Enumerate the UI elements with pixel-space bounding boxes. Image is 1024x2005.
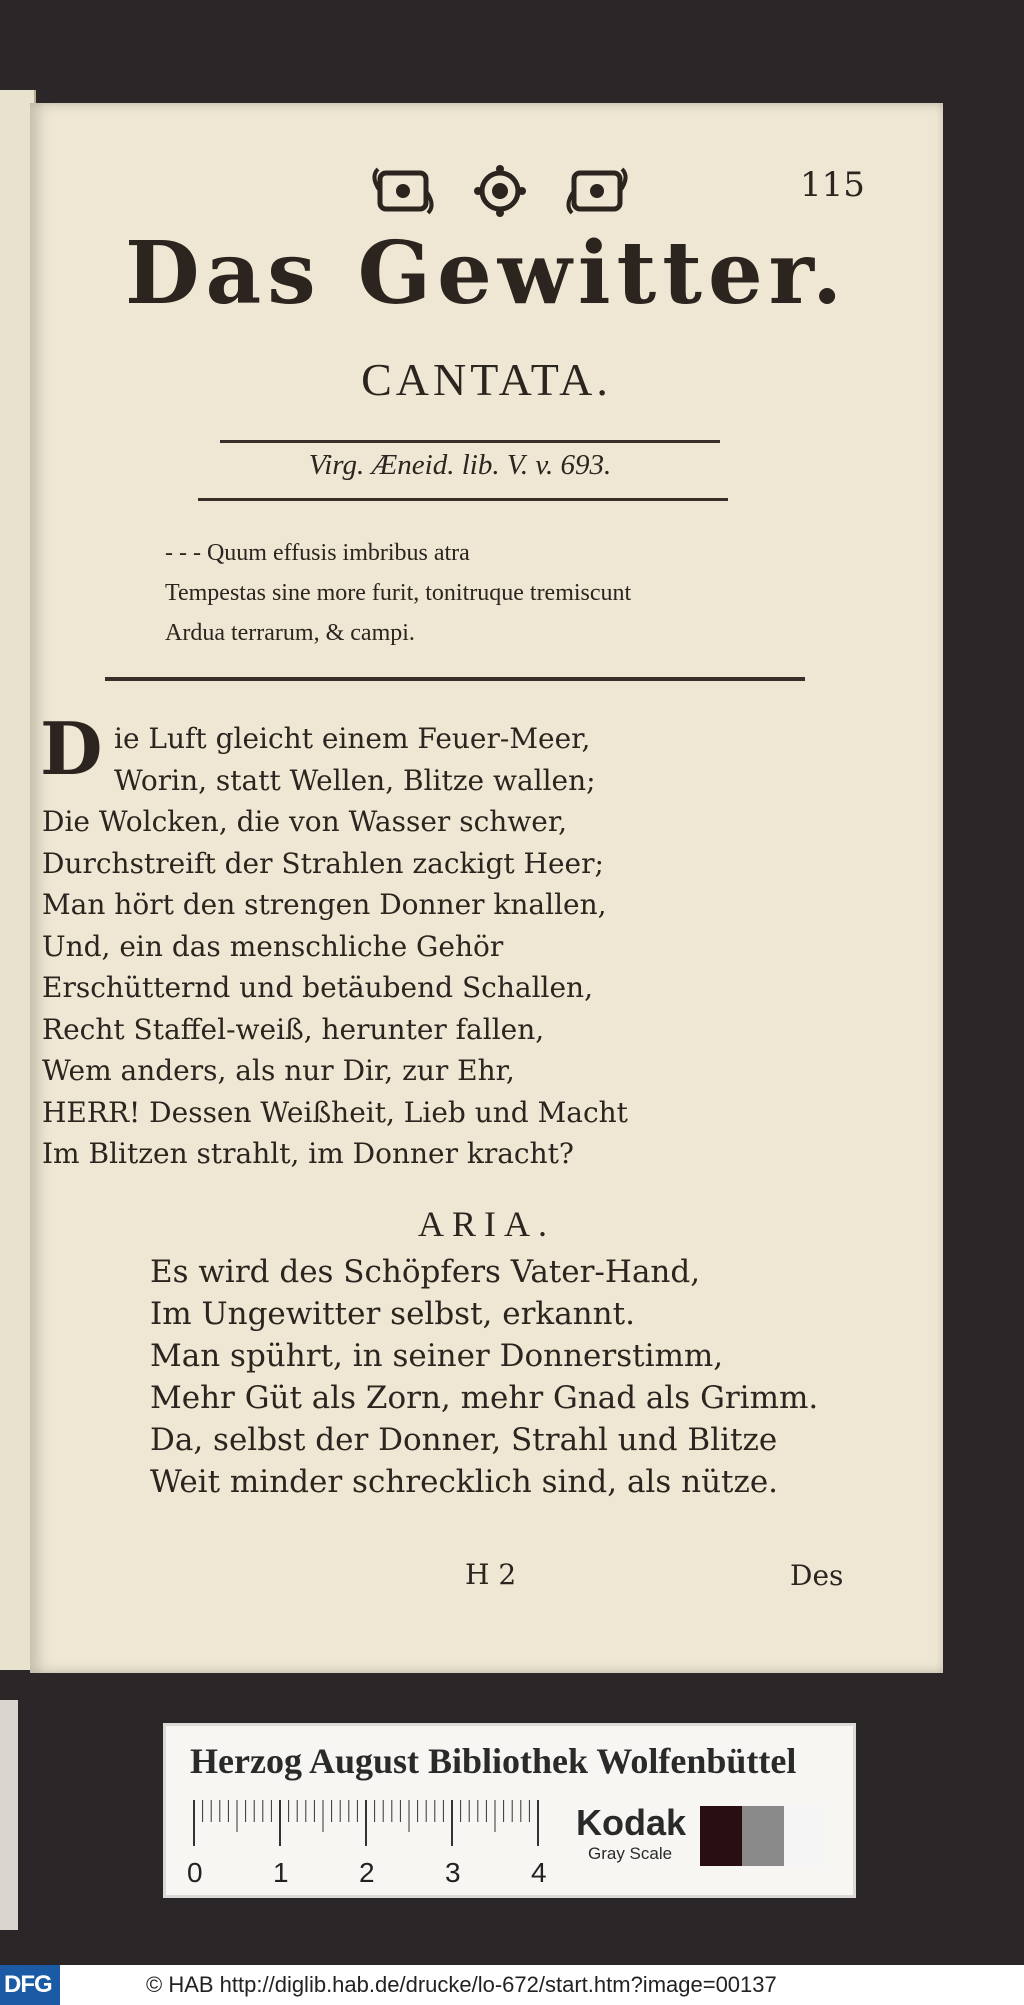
book-page	[30, 103, 943, 1673]
aria-line: Weit minder schrecklich sind, als nütze.	[150, 1464, 779, 1500]
footer-bar	[0, 1965, 1024, 2005]
page-title: Das Gewitter.	[124, 223, 849, 324]
poem-line: Die Wolcken, die von Wasser schwer,	[42, 805, 568, 838]
drop-cap: D	[40, 706, 103, 791]
citation: Virg. Æneid. lib. V. v. 693.	[308, 449, 612, 481]
ruler-label: 4	[531, 1857, 547, 1888]
aria-heading: ARIA.	[418, 1204, 555, 1244]
poem-line: Durchstreift der Strahlen zackigt Heer;	[42, 846, 604, 880]
gray-swatch-dark	[700, 1806, 742, 1866]
adjacent-book-edge	[0, 1700, 18, 1930]
ruler-label: 3	[445, 1857, 461, 1888]
aria-line: Da, selbst der Donner, Strahl und Blitze	[150, 1422, 778, 1458]
rule-section	[105, 677, 805, 681]
ruler-label: 2	[359, 1857, 375, 1888]
fleuron-left-icon	[374, 169, 431, 213]
gray-swatch-mid	[742, 1806, 784, 1866]
poem-line: Im Blitzen strahlt, im Donner kracht?	[42, 1137, 574, 1170]
recitative-text	[42, 718, 862, 1175]
poem-line: Wem anders, als nur Dir, zur Ehr,	[42, 1054, 515, 1087]
library-name: Herzog August Bibliothek Wolfenbüttel	[190, 1741, 797, 1781]
ruler	[187, 1800, 550, 1890]
catchword: Des	[790, 1559, 844, 1592]
ornament-row-icon	[350, 161, 650, 221]
aria-line: Es wird des Schöpfers Vater-Hand,	[150, 1254, 701, 1290]
signature-mark: H 2	[465, 1558, 517, 1591]
rule-bottom	[198, 498, 728, 501]
latin-motto	[165, 533, 845, 653]
calibration-target	[163, 1723, 856, 1898]
poem-line: ie Luft gleicht einem Feuer-Meer,	[114, 722, 591, 755]
rosette-icon	[474, 165, 526, 217]
gray-scale-label: Gray Scale	[588, 1844, 673, 1863]
dfg-logo-text: DFG	[4, 1971, 52, 1998]
kodak-logo: Kodak	[576, 1802, 687, 1843]
motto-line: - - - Quum effusis imbribus atra	[165, 540, 470, 566]
aria-line: Man spührt, in seiner Donnerstimm,	[150, 1338, 724, 1374]
poem-line: HERR! Dessen Weißheit, Lieb und Macht	[42, 1095, 628, 1129]
aria-line: Im Ungewitter selbst, erkannt.	[150, 1296, 635, 1332]
poem-line: Und, ein das menschliche Gehör	[42, 929, 504, 963]
ruler-label: 0	[187, 1857, 203, 1888]
page-subtitle: CANTATA.	[361, 354, 612, 405]
credit-text: © HAB http://diglib.hab.de/drucke/lo-672/start.htm?image=00137	[146, 1972, 777, 1997]
page-number: 115	[800, 165, 865, 205]
gray-swatch-light	[784, 1806, 826, 1866]
rule-top	[220, 440, 720, 443]
poem-line: Man hört den strengen Donner knallen,	[42, 888, 607, 921]
poem-line: Erschütternd und betäubend Schallen,	[42, 971, 593, 1004]
aria-text	[150, 1251, 910, 1503]
poem-line: Recht Staffel-weiß, herunter fallen,	[42, 1012, 545, 1046]
motto-line: Ardua terrarum, & campi.	[165, 620, 415, 646]
poem-line: Worin, statt Wellen, Blitze wallen;	[114, 763, 596, 797]
ruler-label: 1	[273, 1857, 289, 1888]
dfg-logo	[0, 1965, 60, 2005]
fleuron-right-icon	[568, 169, 625, 213]
motto-line: Tempestas sine more furit, tonitruque tremiscunt	[165, 580, 632, 606]
aria-line: Mehr Güt als Zorn, mehr Gnad als Grimm.	[150, 1380, 819, 1416]
